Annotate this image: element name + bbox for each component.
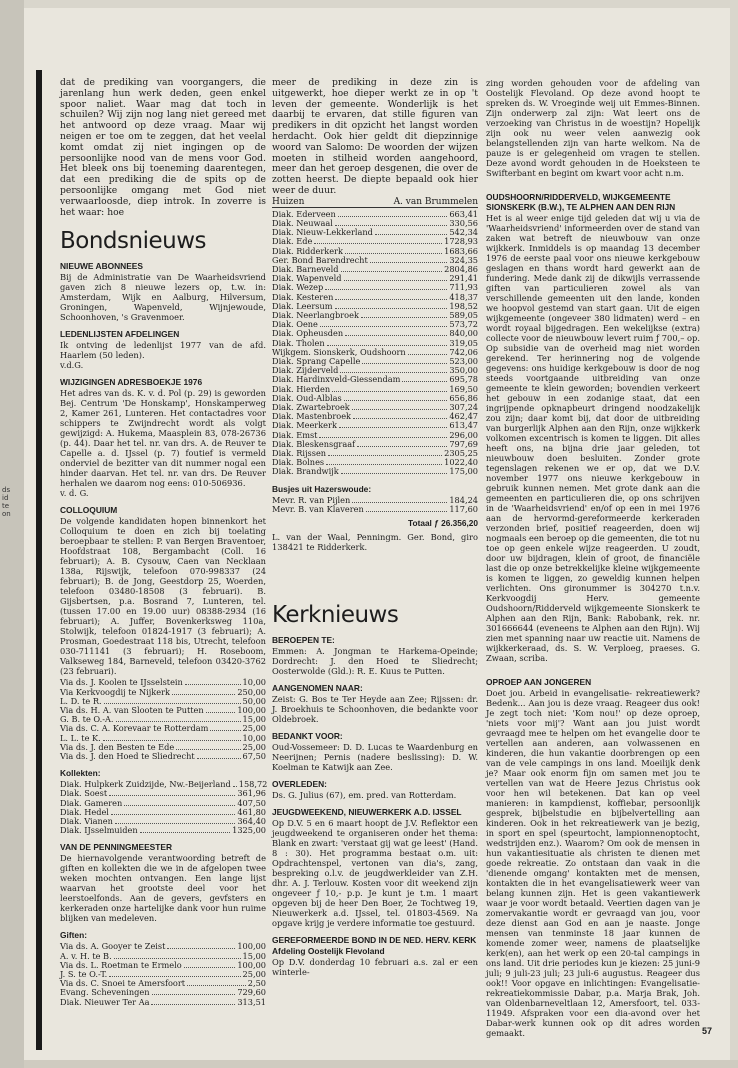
leader-dots [197,758,241,759]
list-row-name: Via ds. H. A. van Slooten te Putten [60,704,204,715]
list-row-amount: 663,41 [449,208,478,219]
leader-dots [402,381,447,382]
list-row-amount: 840,00 [449,328,478,339]
list-row-amount: 407,50 [237,797,266,808]
column-1 [60,78,266,1007]
overleden-text: Ds. G. Julius (67), em. pred. van Rotterdam. [272,790,457,801]
heading-afdeling: Afdeling Oostelijk Flevoland [272,946,385,957]
list-row-amount: 656,86 [449,392,478,403]
leader-dots [140,832,231,833]
heading-giften: Giften: [60,930,87,941]
leader-dots [357,446,447,447]
binding-fragment: ds [2,486,11,494]
busjes-list [272,496,478,514]
list-row-amount: 330,56 [449,217,478,228]
list-row-amount: 250,00 [237,686,266,697]
intro-continuation-2 [272,78,478,197]
list-row-amount: 542,34 [449,227,478,238]
list-row-amount: 158,72 [238,779,268,790]
list-row-name: Via ds. L. Roetman te Ermelo [60,959,182,970]
column-2 [272,78,478,977]
leader-dots [338,216,448,217]
leader-dots [335,299,447,300]
leader-dots [184,967,236,968]
leader-dots [344,400,448,401]
leader-dots [361,317,447,318]
list-row-amount: 25,00 [242,969,266,980]
leader-dots [185,684,241,685]
list-row-name: Diak. Sprang Capelle [272,356,361,367]
list-row-name: Wijkgem. Sionskerk, Oudshoorn [272,346,406,357]
list-row-name: Diak. Meerkerk [272,420,337,431]
leader-dots [345,335,447,336]
list-row-name: Diak. Ede [272,236,313,247]
list-row-amount: 695,78 [449,374,478,385]
list-row-name: Diak. Rijssen [272,448,327,459]
leader-dots [339,427,447,428]
leader-dots [172,694,235,695]
list-row-name: Diak. Kesteren [272,291,334,302]
penningmeester-signature: L. van der Waal, Penningm. Ger. Bond, giro 138421 te Ridderkerk. [272,532,478,553]
leader-dots [352,502,447,503]
list-row-name: Diak. Hierden [272,383,331,394]
binding-fragment: id [2,494,9,502]
leader-dots [341,271,443,272]
list-row-amount: 589,05 [449,310,478,320]
intro-text: dat de prediking van voorgangers, die jarenlang hun werk deden, geen enkel spoor naliet. Waar mag dat toch in schuilen? Wij zijn nog lang niet gereed met het antwoord op deze vraag. Maar wij neigen er toe om te zeggen, dat het veelal komt omdat zij niet ingingen op de persoonlijke nood van de mens voor God. Het bleek ons bij toeneming daarentegen, dat een prediking die de spits op de persoonlijke omgang met God niet verwaarloosde, diep introk. In zoverre is het waar: hoe [60,77,266,218]
list-row-name: Diak. Bolnes [272,457,325,468]
list-row-amount: 797,69 [449,438,478,449]
binding-fragment: te [2,502,10,510]
list-row-amount: 462,47 [449,411,478,422]
heading-beroepen: BEROEPEN TE: [272,635,335,646]
leader-dots [327,345,448,346]
heading-nieuwe-abonnees: NIEUWE ABONNEES [60,261,143,272]
bedankt-text: Oud-Vossemeer: D. D. Lucas te Waardenburg en Neerijnen; Pernis (nadere beslissing): D. W. Koelman te Katwijk aan Zee. [272,742,478,773]
list-row-name: Diak. Oene [272,319,318,330]
heading-overleden: OVERLEDEN: [272,779,327,790]
list-row-amount: 461,80 [237,806,266,817]
section-title-kerknieuws: Kerknieuws [272,602,399,629]
leader-dots [314,243,442,244]
leader-dots [320,326,447,327]
list-row-name: Via ds. A. Gooyer te Zeist [60,941,166,952]
list-row-amount: 100,00 [237,959,266,970]
leader-dots [187,985,246,986]
list-row-name: Diak. Neuwaal [272,217,333,228]
leader-dots [341,473,448,474]
section-title-bondsnieuws: Bondsnieuws [60,228,206,255]
list-row-name: Diak. Gameren [60,797,123,808]
heading-bedankt: BEDANKT VOOR: [272,731,343,742]
list-row-amount: 25,00 [242,741,266,752]
leader-dots [370,262,448,263]
list-row-amount: 100,00 [237,941,266,952]
leader-dots [109,976,240,977]
column-3 [486,78,700,1038]
list-row-name: Diak. Hardinxveld-Giessendam [272,374,401,385]
list-row-name: Ger. Bond Barendrecht [272,254,368,265]
list-header-place: Huizen [272,196,305,207]
oudshoorn-text: Het is al weer enige tijd geleden dat wij u via de 'Waarheidsvriend' informeerden over de stand van zaken wat betreft de nieuwbouw van onze wijkkerk. Inmiddels is op maandag 13 december 1976 de eerste paal voor ons nieuwe kerkgebouw geslagen en thans wordt hard gewerkt aan de fundering. Mede dank zij de dikwijls verrassende giften van particulieren zowel als van verschillende gemeenten uit den lande, konden we hoopvol gestemd van start gaan. Uit de eigen wijkgemeente (ongeveer 380 lidmaten) werd – en wordt royaal bijgedragen. Een wekelijkse (extra) collecte voor de nieuwbouw levert ruim ƒ 700,– op. Op subsidie van de overheid mag niet worden gerekend. Ter herinnering nog de volgende gegevens: ons huidige kerkgebouw is door de nog steeds voortgaande uitbreiding van onze gemeente te klein geworden; bovendien verkeert het gebouw in een zodanige staat, dat een ingrijpende opknapbeurt dringend noodzakelijk zou zijn; daar komt bij, dat door de uitbreiding van burgerlijk Alphen aan den Rijn, onze wijkkerk volkomen excentrisch is komen te liggen. Dit alles heeft ons, na bijna drie jaar geleden, tot nieuwbouw doen besluiten. Zonder grote tegenslagen rekenen we er op, dat we D.V. november 1977 ons nieuwe kerkgebouw in gebruik kunnen nemen. Met grote dank aan die gemeenten en particulieren die, op ons schrijven in de 'Waarheidsvriend' en/of op een in mei 1976 aan de hervormd-gereformeerde kerkeraden verzonden brief, positief reageerden, doen wij nogmaals een beroep op die gemeenten, die tot nu toe op geen enkele wijze reageerden. U zoudt, door uw bijdragen, klein of groot, de financiële last die op onze betrekkelijke kleine wijkgemeente is komen te liggen, zo geweldig kunnen helpen verlichten. Ons gironummer is 304270 t.n.v. Kerkvoogdij Herv. gemeente Oudshoorn/Ridderveld wijkgemeente Sionskerk te Alphen aan den Rijn, Bank: Rabobank, rek. nr. 301666644 (eveneens te Alphen aan den Rijn). Wij zien met spanning naar uw reactie uit. Namens de wijkkerkeraad, ds. S. W. Verploeg, praeses. G. Zwaan, scriba. [486,213,700,663]
list-row-amount: 1728,93 [444,236,478,247]
leader-dots [152,994,236,995]
afdeling-text: Op D.V. donderdag 10 februari a.s. zal er een winterle- [272,957,478,978]
heading-oudshoorn: OUDSHOORN/RIDDERVELD, WIJKGEMEENTE SIONSKERK (B.W.), TE ALPHEN AAN DEN RIJN [486,192,676,212]
list-row-name: Diak. Hulpkerk Zuidzijde, Nw.-Beijerland [60,779,231,790]
list-row-amount: 2,50 [247,978,266,989]
list-row-name: Diak. Barneveld [272,263,339,274]
list-row-name: Diak. Zwartebroek [272,402,350,413]
total-amount: Totaal ƒ 26.356,20 [408,518,478,529]
adres-text: Het adres van ds. K. v. d. Pol (p. 29) is geworden Bej. Centrum 'De Honskamp', Honskamperweg 2, Kamer 261, Lunteren. Het contactadres voor schippers te Zwijndrecht wordt als volgt gewijzigd: A. Hukema, Maasplein 83, 078-26736 (p. 44). Daar het tel. nr. van drs. A. de Reuver te Capelle a. d. IJssel (p. 7) foutief is vermeld onderviel de bezitter van dit nummer nogal een hinder daarvan. Het tel. nr. van drs. De Reuver herhalen we daarom nog eens: 010-506936. [60,388,266,489]
list-row-name: Diak. Nieuwer Ter Aa [60,996,150,1007]
list-row-name: Diak. Oud-Alblas [272,392,342,403]
leader-dots [335,225,447,226]
colloquium-text: De volgende kandidaten hopen binnenkort het Colloquium te doen en zich bij toelating beroepbaar te stellen: P. van Bergen Braventoer, Hoofdstraat 108, Bergambacht (Coll. 16 februari); A. B. Cysouw, Caen van Necklaan 138a, Rijswijk, telefoon 070-998337 (24 februari); B. de Jong, Geestdorp 25, Woerden, telefoon 03480-18508 (3 februari). B. Gijsbertsen, p.a. Bosrand 7, Lunteren, tel. (tussen 17.00 en 19.00 uur) 08388-2934 (16 februari); A. Juffer, Bovenkerksweg 110a, Stolwijk, telefoon 01824-1917 (3 februari); A. Prosman, Goedestraat 118 bis, Utrecht, telefoon 030-711141 (3 februari); H. Roseboom, Valkseweg 184, Barneveld, telefoon 03420-3762 (23 februari). [60,516,266,677]
list-row-amount: 729,60 [237,987,266,998]
list-row-name: Mevr. B. van Klaveren [272,503,364,514]
heading-adresboekje: WIJZIGINGEN ADRESBOEKJE 1976 [60,377,203,388]
list-row-name: Diak. Bleskensgraaf [272,438,356,449]
list-row-name: Diak. Brandwijk [272,466,339,477]
beroepen-text: Emmen: A. Jongman te Harkema-Opeinde; Dordrecht: J. den Hoed te Sliedrecht; Oosterwolde (Gld.): R. E. Kuus te Putten. [272,646,478,677]
list-row-name: Via ds. J. den Besten te Ede [60,741,175,752]
jeugdweekend-text: Op D.V. 5 en 6 maart hoopt de J.V. Reflektor een jeugdweekend te organiseren onder het thema: Blank en zwart: 'verstaat gij wat ge leest' (Hand. 8 : 30). Het programma bestaat o.m. uit: Opdrachtenspel, vertonen van dia's, zang, bespreking o.l.v. de jeugdwerkleider van Z.H. dhr. A. J. Terlouw. Kosten voor dit weekend zijn ongeveer ƒ 10,- p.p. Je kunt je t.m. 1 maart opgeven bij de heer Den Boer, 2e Tochtweg 19, Nieuwerkerk a.d. IJssel, tel. 01803-4569. Na opgave krijg je verdere informatie toe gestuurd. [272,818,478,929]
list-row-amount: 313,51 [237,996,266,1007]
adres-signature: v. d. G. [60,488,89,499]
leader-dots [345,253,442,254]
leader-dots [340,372,447,373]
page-bottom-edge [24,1060,738,1068]
diakonie-list [272,210,478,477]
binding-fragment: on [2,510,11,518]
leader-dots [151,1004,235,1005]
heading-colloquium: COLLOQUIUM [60,505,118,516]
leader-dots [111,814,235,815]
leader-dots [325,289,447,290]
list-row-amount: 1683,66 [444,245,478,256]
leader-dots [167,948,235,949]
list-row-amount: 364,40 [237,816,266,826]
leader-dots [176,749,240,750]
list-row-name: Via ds. J. Koolen te IJsselstein [60,677,183,688]
leader-dots [115,823,235,824]
list-row-name: Diak. Wapenveld [272,273,342,284]
penningmeester-text: De hiernavolgende verantwoording betreft de giften en kollekten die we in de afgelopen twee weken mochten ontvangen. Een lange lijst waarvan het grootste deel voor het leerstoelfonds. Aan de gevers, gevfsters en kerkeraden onze hartelijke dank voor hun ruime blijken van medeleven. [60,853,266,924]
list-row [60,752,266,761]
list-row-amount: 175,00 [449,466,478,477]
leader-dots [326,464,442,465]
list-row-name: J. S. te O.-T. [60,969,108,980]
leader-dots [335,308,448,309]
leader-dots [210,730,240,731]
aangenomen-text: Zeist: G. Bos te Ter Heyde aan Zee; Rijssen: dr. J. Broekhuis te Schoonhoven, die bedankte voor Oldebroek. [272,694,478,725]
list-row-amount: 324,35 [449,254,478,265]
list-row-amount: 742,06 [449,346,478,357]
list-row-amount: 1022,40 [444,457,478,468]
list-row-name: Via ds. C. A. Korevaar te Rotterdam [60,723,209,734]
heading-penningmeester: VAN DE PENNINGMEESTER [60,842,172,853]
list-row-name: Diak. Emst [272,429,318,440]
list-row-name: Diak. Soest [60,788,108,799]
list-row-name: L. L. te K. [60,732,101,743]
list-row-amount: 25,00 [242,723,266,734]
list-row-amount: 10,00 [242,677,266,688]
list-row-name: Via ds. C. Snoei te Amersfoort [60,978,186,989]
leader-dots [114,958,241,959]
list-row-amount: 198,52 [449,300,478,311]
list-row-amount: 50,00 [242,695,266,706]
list-row-name: Diak. Wezep [272,282,324,293]
list-header-name: A. van Brummelen [393,196,478,207]
list-row-amount: 10,00 [242,732,266,743]
leader-dots [408,354,448,355]
list-row-amount: 2804,86 [444,263,478,274]
list-row [272,467,478,476]
list-row-amount: 361,96 [237,788,266,799]
list-row-amount: 184,24 [449,494,478,505]
list-row-amount: 2305,25 [444,448,478,459]
list-row-name: Diak. Ridderkerk [272,245,343,256]
list-row-name: A. v. H. te B. [60,950,112,961]
list-row-amount: 117,60 [449,503,478,514]
leader-dots [103,740,241,741]
list-row-amount: 418,37 [449,291,478,302]
leader-dots [352,409,448,410]
list-row-amount: 711,93 [449,282,478,293]
heading-ledenlijsten: LEDENLIJSTEN AFDELINGEN [60,329,180,340]
list-row-amount: 307,24 [449,402,478,413]
leader-dots [109,795,235,796]
ledenlijsten-signature: v.d.G. [60,360,84,371]
list-row-amount: 350,00 [449,365,478,376]
list-row-amount: 15,00 [242,950,266,961]
list-row-amount: 67,50 [242,750,266,761]
leader-dots [104,703,241,704]
ledenlijsten-text: Ik ontving de ledenlijst 1977 van de afd. Haarlem (50 leden). [60,340,266,361]
heading-jeugdweekend: JEUGDWEEKEND, NIEUWERKERK A.D. IJSSEL [272,807,462,818]
list-row-name: Diak. Leersum [272,300,333,311]
intro-continuation-1 [60,78,266,218]
list-row-amount: 169,50 [449,383,478,394]
list-row-name: Diak. Opheusden [272,328,344,339]
leader-dots [206,712,236,713]
afdeling-continuation: zing worden gehouden voor de afdeling van Oostelijk Flevoland. Op deze avond hoopt te spreken ds. W. Vroeginde weij uit Emmes-Binnen. Zijn onderwerp zal zijn: Wat leert ons de verzoeking van Christus in de woestijn? Hopelijk zijn ook nu weer velen aanwezig ook belangstellenden zijn van harte welkom. Na de pauze is er gelegenheid om vragen te stellen. Deze avond wordt gehouden in de Hoeksteen te Swifterbant en begint om kwart voor acht n.m. [486,78,700,178]
list-row-amount: 296,00 [449,429,478,440]
list-row-name: Diak. Neerlangbroek [272,310,359,320]
list-row-name: Diak. Nieuw-Lekkerland [272,227,373,238]
list-row-name: Via Kerkvoogdij te Nijkerk [60,686,170,697]
colloquium-donation-list [60,678,266,761]
abonnees-text: Bij de Administratie van De Waarheidsvriend gaven zich 8 nieuwe lezers op, t.w. in: Amsterdam, Wijk en Aalburg, Hilversum, Groningen, Wapenveld, Wijnjewoude, Schoonhoven, 's Gravenmoer. [60,272,266,323]
leader-dots [366,511,448,512]
list-row-name: Evang. Scheveningen [60,987,150,998]
leader-dots [332,391,447,392]
list-row-amount: 613,47 [449,420,478,431]
list-row-amount: 15,00 [242,714,266,725]
list-row-name: Diak. Vianen [60,816,113,826]
page-binding [0,0,24,1068]
list-row-name: Diak. Tholen [272,337,325,348]
list-header [272,197,478,208]
list-row-amount: 291,41 [449,273,478,284]
list-row-amount: 523,00 [449,356,478,367]
list-row [60,998,266,1007]
list-row-name: Via ds. J. den Hoed te Sliedrecht [60,750,195,761]
leader-dots [116,721,241,722]
leader-dots [362,363,447,364]
heading-oproep-jongeren: OPROEP AAN JONGEREN [486,677,592,687]
leader-dots [124,805,235,806]
leader-dots [328,455,442,456]
intro-text: meer de prediking in deze zin is uitgewerkt, hoe dieper werkt ze in op 't leven der gemeente. Wonderlijk is het daarbij te ervaren, dat stille figuren van predikers in dit opzicht het langst worden herdacht. Ook hier geldt dit diepzinnige woord van Salomo: De woorden der wijzen moeten in stilheid worden aangehoord, meer dan het geroep desgenen, die over de zotten heerst. De diepte bepaald ook hier weer de duur. [272,77,478,196]
leader-dots [344,280,448,281]
list-row [60,826,266,835]
magazine-page [24,8,730,1060]
list-row-name: Diak. IJsselmuiden [60,825,138,836]
list-row-name: Diak. Hedel [60,806,109,817]
heading-aangenomen: AANGENOMEN NAAR: [272,683,363,694]
page-number: 57 [701,1026,712,1036]
left-margin-rule [36,70,42,1050]
list-row-name: Diak. Zijderveld [272,365,339,376]
list-row-name: L. D. te R. [60,695,102,706]
list-row-name: Mevr. R. van Pijlen [272,494,351,505]
leader-dots [375,234,447,235]
list-row-name: Diak. Ederveen [272,208,336,219]
heading-kollekten: Kollekten: [60,768,101,779]
list-row [272,505,478,514]
kollekten-list [60,780,266,835]
leader-dots [233,786,237,787]
heading-busjes: Busjes uit Hazerswoude: [272,483,372,494]
list-row-amount: 573,72 [449,319,478,330]
oproep-text: Doet jou. Arbeid in evangelisatie- rekreatiewerk? Bedenk... Aan jou is deze vraag. Reageer dus ook! Je zegt toch niet: 'Kom nou!' op deze oproep, 'niets voor mij'? Want aan jou juist wordt gevraagd mee te helpen om het evangelie door te vertellen aan anderen, aan volwassenen en kinderen, die hun vakantie doorbrengen op een van de vele campings in ons land. Moeilijk denk je? Maar ook enorm fijn om samen met jou te vertellen van wat de Heere Jezus Christus ook voor hen wil betekenen. Dat kan op veel manieren: in kampdienst, koffiebar, persoonlijk gesprek, bijbelstudie en bijbelvertelling aan kinderen. Ook in het rekreatiewerk van je bezig, in sport en spel (speurtocht, lampionnenoptocht, wedstrijden enz.). Waarom? Om ook de mensen in hun vakantiesituatie als christen te dienen met goede rekreatie. Zo ontstaan dan vaak in die 'dienende omgang' kontakten met de mensen, kontakten die in het evangelisatiewerk weer van belang kunnen zijn. Het is geen vakantiewerk waar je voor wordt betaald. Veertien dagen van je zomervakantie wordt er gevraagd van jou, voor deze dienst aan God en aan je naaste. Jonge mensen van tenminste 18 jaar kunnen de komende zomer weer, namens de plaatselijke kerk(en), aan het werk op een 20-tal campings in ons land. Uit drie periodes kun je kiezen: 25 juni-9 juli; 9 juli-23 juli; 23 juli-6 augustus. Reageer dus ook!! Voor opgave en inlichtingen: Evangelisatie-rekreatiekommissie Dabar, p.a. Marja Brak, Joh. van Oldenbarneveltlaan 12, Amersfoort, tel. 033-11949. Afspraken voor een dia-avond over het Dabar-werk kunnen ook op dit adres worden gemaakt. [486,688,700,1038]
leader-dots [319,437,447,438]
list-row-amount: 1325,00 [232,825,266,836]
list-row-amount: 319,05 [449,337,478,348]
list-row-name: Diak. Mastenbroek [272,411,351,422]
giften-list [60,942,266,1006]
list-row-amount: 100,00 [237,704,266,715]
list-row-name: G. B. te O.-A. [60,714,114,725]
leader-dots [353,418,447,419]
heading-gereformeerde-bond: GEREFORMEERDE BOND IN DE NED. HERV. KERK [272,935,477,946]
